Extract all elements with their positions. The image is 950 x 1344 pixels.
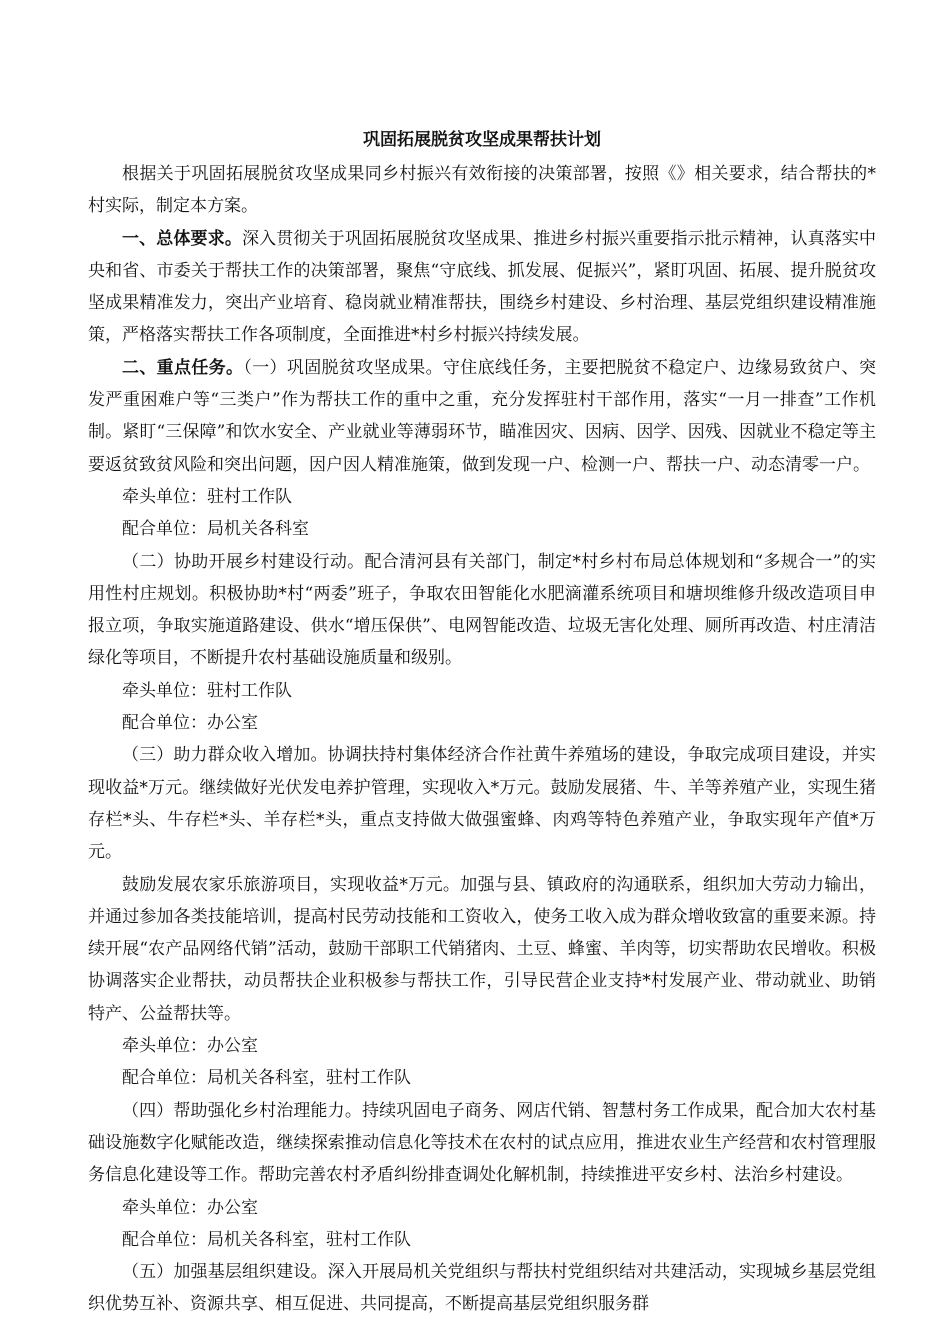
task2-paragraph: （二）协助开展乡村建设行动。配合清河县有关部门，制定*村乡村布局总体规划和“多规合一”的实用性村庄规划。积极协助*村“两委”班子，争取农田智能化水肥滴灌系统项目和塘坝维修升级改造项目申报立项，争取实施道路建设、供水“增压保供”、电网智能改造、垃圾无害化处理、厕所再改造、村庄清洁绿化等项目，不断提升农村基础设施质量和级别。	[88, 551, 876, 669]
lead-unit-value: 驻村工作队	[207, 486, 292, 507]
coop-unit-value: 局机关各科室	[207, 519, 309, 540]
document-title: 巩固拓展脱贫攻坚成果帮扶计划	[363, 130, 601, 150]
section1-heading: 一、总体要求。	[122, 228, 242, 249]
task3-lead-unit	[88, 1030, 876, 1062]
task1-lead-unit	[88, 481, 876, 513]
coop-unit-label: 配合单位：	[122, 713, 207, 734]
lead-unit-label: 牵头单位：	[122, 1036, 207, 1057]
task2-lead-unit	[88, 675, 876, 707]
task5-paragraph: （五）加强基层组织建设。深入开展局机关党组织与帮扶村党组织结对共建活动，实现城乡基层党组织优势互补、资源共享、相互促进、共同提高，不断提高基层党组织服务群	[88, 1262, 876, 1315]
task2-coop-unit	[88, 707, 876, 739]
lead-unit-label: 牵头单位：	[122, 680, 207, 701]
task4-paragraph: （四）帮助强化乡村治理能力。持续巩固电子商务、网店代销、智慧村务工作成果，配合加大农村基础设施数字化赋能改造，继续探索推动信息化等技术在农村的试点应用，推进农业生产经营和农村管理服务信息化建设等工作。帮助完善农村矛盾纠纷排查调处化解机制，持续推进平安乡村、法治乡村建设。	[88, 1100, 876, 1186]
document-page	[88, 124, 876, 1321]
task1-coop-unit	[88, 513, 876, 545]
section1-text: 深入贯彻关于巩固拓展脱贫攻坚成果、推进乡村振兴重要指示批示精神，认真落实中央和省、市委关于帮扶工作的决策部署，聚焦“守底线、抓发展、促振兴”，紧盯巩固、拓展、提升脱贫攻坚成果精准发力，突出产业培育、稳岗就业精准帮扶，围绕乡村建设、乡村治理、基层党组织建设精准施策，严格落实帮扶工作各项制度，全面推进*村乡村振兴持续发展。	[88, 228, 877, 346]
lead-unit-label: 牵头单位：	[122, 486, 207, 507]
coop-unit-value: 局机关各科室，驻村工作队	[207, 1068, 411, 1089]
task1-text: （一）巩固脱贫攻坚成果。守住底线任务，主要把脱贫不稳定户、边缘易致贫户、突发严重困难户等“三类户”作为帮扶工作的重中之重，充分发挥驻村干部作用，落实“一月一排查”工作机制。紧盯“三保障”和饮水安全、产业就业等薄弱环节，瞄准因灾、因病、因学、因残、因就业不稳定等主要返贫致贫风险和突出问题，因户因人精准施策，做到发现一户、检测一户、帮扶一户、动态清零一户。	[88, 357, 877, 475]
task4-lead-unit	[88, 1192, 876, 1224]
section2-heading: 二、重点任务。	[122, 357, 244, 378]
section1-paragraph	[88, 223, 876, 352]
coop-unit-label: 配合单位：	[122, 1068, 207, 1089]
task4-coop-unit	[88, 1224, 876, 1256]
lead-unit-value: 驻村工作队	[207, 680, 292, 701]
coop-unit-value: 局机关各科室，驻村工作队	[207, 1229, 411, 1250]
task3-paragraph-2: 鼓励发展农家乐旅游项目，实现收益*万元。加强与县、镇政府的沟通联系，组织加大劳动力输出，并通过参加各类技能培训，提高村民劳动技能和工资收入，使务工收入成为群众增收致富的重要来源。持续开展“农产品网络代销”活动，鼓励干部职工代销猪肉、土豆、蜂蜜、羊肉等，切实帮助农民增收。积极协调落实企业帮扶，动员帮扶企业积极参与帮扶工作，引导民营企业支持*村发展产业、带动就业、助销特产、公益帮扶等。	[88, 874, 876, 1024]
coop-unit-label: 配合单位：	[122, 1229, 207, 1250]
lead-unit-label: 牵头单位：	[122, 1197, 207, 1218]
task3-paragraph: （三）助力群众收入增加。协调扶持村集体经济合作社黄牛养殖场的建设，争取完成项目建设，并实现收益*万元。继续做好光伏发电养护管理，实现收入*万元。鼓励发展猪、牛、羊等养殖产业，实现生猪存栏*头、牛存栏*头、羊存栏*头，重点支持做大做强蜜蜂、肉鸡等特色养殖产业，争取实现年产值*万元。	[88, 745, 876, 863]
coop-unit-value: 办公室	[207, 713, 258, 734]
coop-unit-label: 配合单位：	[122, 519, 207, 540]
task3-coop-unit	[88, 1062, 876, 1094]
lead-unit-value: 办公室	[207, 1197, 258, 1218]
section2-task1-paragraph	[88, 352, 876, 481]
intro-paragraph: 根据关于巩固拓展脱贫攻坚成果同乡村振兴有效衔接的决策部署，按照《》相关要求，结合帮扶的*村实际，制定本方案。	[88, 164, 876, 217]
lead-unit-value: 办公室	[207, 1036, 258, 1057]
